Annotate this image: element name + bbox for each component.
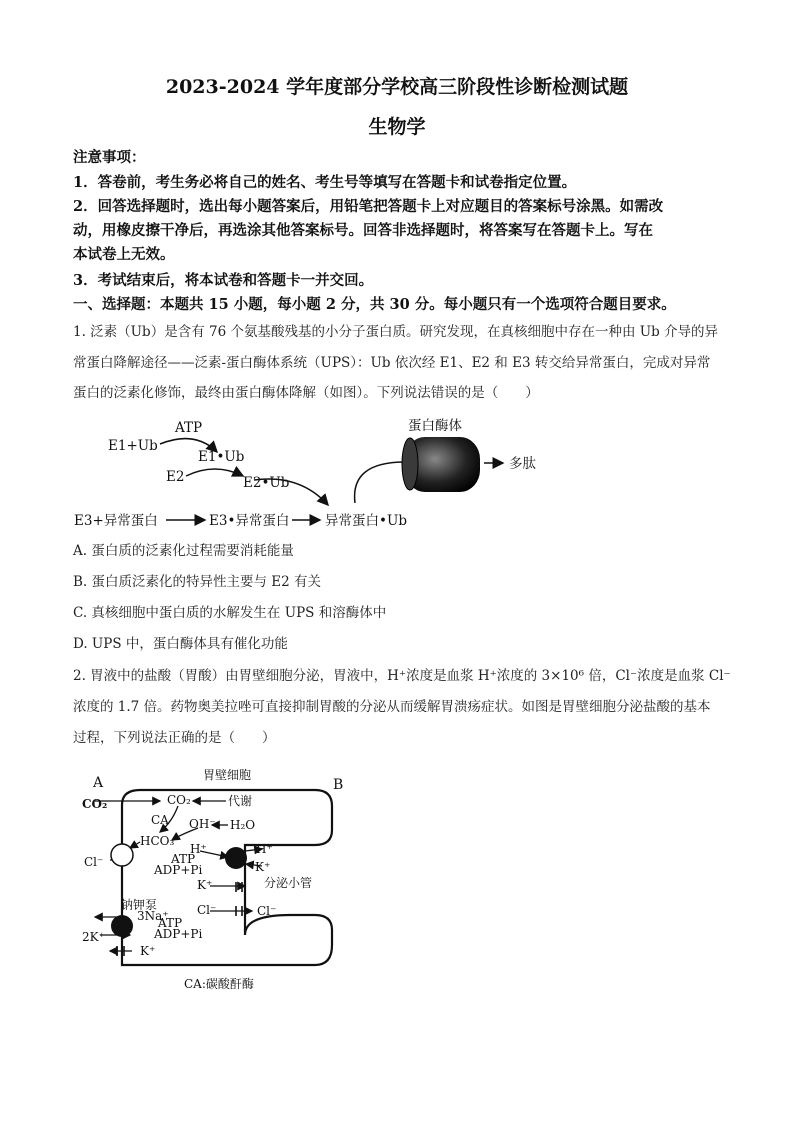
label-cl-middle: Cl⁻	[197, 903, 217, 917]
label-h2o: H₂O	[230, 818, 256, 832]
anion-exchanger-icon	[111, 844, 133, 866]
label-e3-protein: E3+异常蛋白	[74, 513, 158, 529]
label-tubule: 分泌小管	[264, 876, 313, 890]
q2-stem-line-3: 过程，下列说法正确的是（ ）	[73, 730, 276, 746]
label-hco3: HCO₃⁻	[140, 834, 181, 848]
notice-item-2-line-3: 本试卷上无效。	[73, 246, 175, 263]
label-co2-outside: CO₂	[82, 797, 108, 811]
label-adp-2: ADP+Pi	[154, 927, 203, 941]
label-metabolism: 代谢	[228, 794, 253, 808]
label-h-inside: H⁺	[190, 842, 207, 856]
label-pump: 钠钾泵	[121, 898, 158, 912]
label-k-right: K⁺	[255, 860, 271, 874]
label-oh: OH⁻	[189, 817, 216, 831]
proton-pump-icon	[225, 847, 247, 869]
label-cell: 胃壁细胞	[203, 768, 252, 782]
q1-option-d: D. UPS 中，蛋白酶体具有催化功能	[73, 636, 288, 652]
label-e3-bound: E3•异常蛋白	[209, 513, 290, 529]
label-protein-ub: 异常蛋白•Ub	[325, 513, 407, 529]
q1-option-a: A. 蛋白质的泛素化过程需要消耗能量	[73, 543, 294, 559]
notice-item-2-line-1: 2．回答选择题时，选出每小题答案后，用铅笔把答题卡上对应题目的答案标号涂黑。如需改	[73, 198, 664, 215]
q1-option-b: B. 蛋白质泛素化的特异性主要与 E2 有关	[73, 574, 322, 590]
label-peptide: 多肽	[509, 456, 536, 472]
section-heading: 一、选择题：本题共 15 小题，每小题 2 分，共 30 分。每小题只有一个选项符合题目要求。	[73, 296, 676, 313]
label-e1-ub: E1•Ub	[198, 449, 245, 465]
protein-chain	[355, 462, 405, 503]
label-k-left: K⁺	[197, 878, 213, 892]
q1-option-c: C. 真核细胞中蛋白质的水解发生在 UPS 和溶酶体中	[73, 605, 387, 621]
ubiquitin-pathway-figure	[0, 408, 794, 533]
label-e1-ub-reactant: E1+Ub	[108, 438, 158, 454]
label-cl-right: Cl⁻	[257, 904, 277, 918]
q2-stem-line-2: 浓度的 1.7 倍。药物奥美拉唑可直接抑制胃酸的分泌从而缓解胃溃疡症状。如图是胃壁细胞分泌盐酸的基本	[73, 699, 711, 715]
notice-heading: 注意事项：	[73, 149, 146, 166]
label-e2: E2	[166, 469, 185, 485]
subject-title: 生物学	[368, 116, 426, 138]
q1-stem-line-1: 1. 泛素（Ub）是含有 76 个氨基酸残基的小分子蛋白质。研究发现，在真核细胞中存在一种由 Ub 介导的异	[73, 324, 719, 340]
label-caption: CA:碳酸酐酶	[184, 977, 254, 991]
label-atp: ATP	[175, 420, 203, 436]
exam-title: 2023-2024 学年度部分学校高三阶段性诊断检测试题	[165, 76, 629, 98]
arrow-e2	[186, 469, 243, 476]
notice-item-3: 3．考试结束后，将本试卷和答题卡一并交回。	[73, 272, 374, 289]
label-b: B	[333, 777, 344, 793]
q2-stem-line-1: 2. 胃液中的盐酸（胃酸）由胃壁细胞分泌，胃液中，H⁺浓度是血浆 H⁺浓度的 3×10⁶ 倍，Cl⁻浓度是血浆 Cl⁻	[73, 668, 731, 684]
label-co2-inside: CO₂	[167, 793, 191, 807]
notice-item-2-line-2: 动，用橡皮擦干净后，再选涂其他答案标号。回答非选择题时，将答案写在答题卡上。写在	[73, 222, 653, 239]
label-atp-1: ATP	[171, 852, 196, 866]
label-adp-1: ADP+Pi	[154, 863, 203, 877]
q1-stem-line-2: 常蛋白降解途径——泛素-蛋白酶体系统（UPS）：Ub 依次经 E1、E2 和 E3 转交给异常蛋白，完成对异常	[73, 355, 711, 371]
notice-item-1: 1．答卷前，考生务必将自己的姓名、考生号等填写在答题卡和试卷指定位置。	[73, 174, 577, 191]
label-cl-left: Cl⁻	[84, 855, 104, 869]
label-na: 3Na⁺	[137, 909, 169, 923]
label-2k: 2K⁺	[82, 930, 105, 944]
sodium-potassium-pump-icon	[111, 915, 133, 937]
q1-stem-line-3: 蛋白的泛素化修饰，最终由蛋白酶体降解（如图）。下列说法错误的是（ ）	[73, 385, 539, 401]
label-e2-ub: E2•Ub	[243, 475, 290, 491]
proteasome-icon	[402, 437, 480, 492]
label-a: A	[93, 775, 104, 791]
arrow-hco3	[130, 842, 140, 848]
label-h-outside: H⁺	[256, 842, 273, 856]
label-proteasome: 蛋白酶体	[408, 418, 462, 434]
parietal-cell-figure	[0, 760, 794, 1000]
label-k-bottom: K⁺	[140, 944, 156, 958]
label-ca: CA	[151, 813, 169, 827]
label-atp-2: ATP	[158, 916, 183, 930]
